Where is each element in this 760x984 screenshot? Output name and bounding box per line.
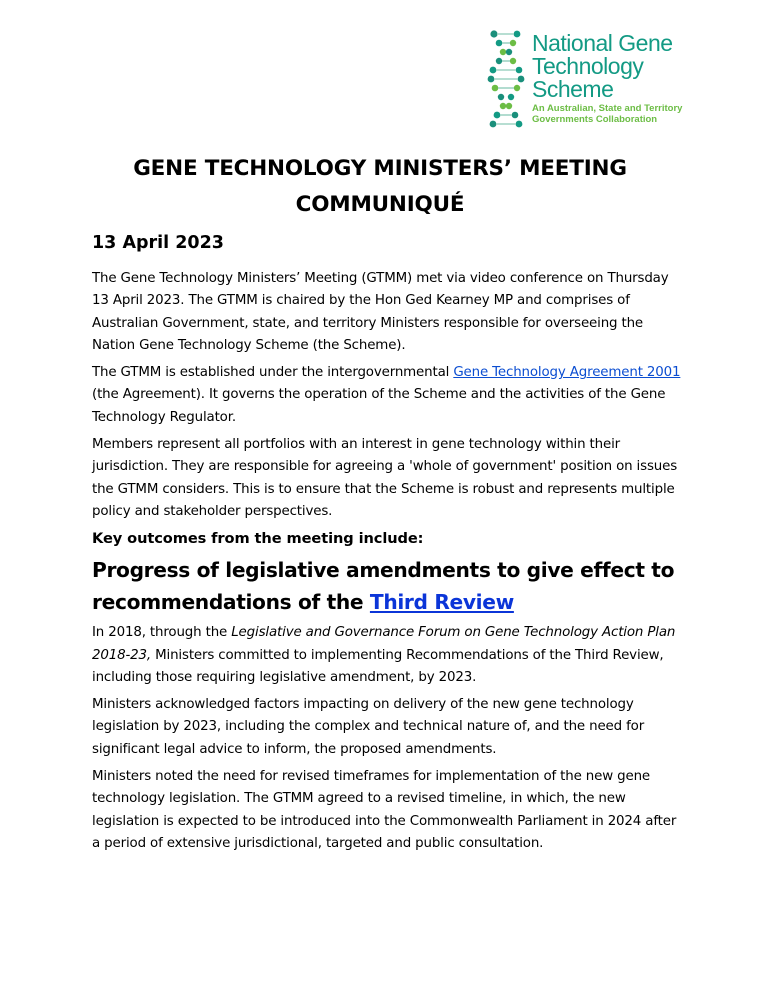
action-plan-title: Legislative and Governance Forum on Gene Technology Action Plan 2018-23,	[92, 625, 676, 663]
meeting-date: 13 April 2023	[92, 233, 224, 253]
section-paragraph-3: Ministers noted the need for revised timeframes for implementation of the new gene technology legislation. The GTMM agreed to a revised timeline, in which, the new legislation is expected to be introduced into the Commonwealth Parliament in 2024 after a period of extensive jurisdictional, targeted and public consultation.	[92, 769, 677, 851]
intro-paragraph-2	[92, 362, 682, 429]
intro-paragraph-2-text-b: (the Agreement). It governs the operation of the Scheme and the activities of the Gene Technology Regulator.	[92, 387, 666, 425]
intro-paragraph-1: The Gene Technology Ministers’ Meeting (GTMM) met via video conference on Thursday 13 April 2023. The GTMM is chaired by the Hon Ged Kearney MP and comprises of Australian Government, state, and territory Ministers responsible for overseeing the Nation Gene Technology Scheme (the Scheme).	[92, 271, 669, 353]
page-title	[90, 151, 670, 223]
logo-line-3: Scheme	[532, 76, 614, 102]
gene-technology-agreement-link[interactable]: Gene Technology Agreement 2001	[453, 365, 681, 381]
section-paragraph-1-text-b: Ministers committed to implementing Recommendations of the Third Review, including those requiring legislative amendment, by 2023.	[92, 647, 664, 685]
page-title-line-1: GENE TECHNOLOGY MINISTERS’ MEETING	[133, 156, 627, 181]
section-paragraph-1-text-a: In 2018, through the	[92, 625, 232, 641]
section-heading	[92, 554, 682, 618]
intro-paragraph-2-text-a: The GTMM is established under the intergovernmental	[92, 365, 454, 381]
logo-line-1: National Gene	[532, 30, 673, 56]
page-title-line-2: COMMUNIQUÉ	[295, 192, 465, 217]
dna-helix-icon	[486, 30, 526, 128]
section-paragraph-2: Ministers acknowledged factors impacting on delivery of the new gene technology legislation by 2023, including the complex and technical nature of, and the need for significant legal advice to inform, the proposed amendments.	[92, 697, 645, 757]
logo-wordmark	[532, 32, 722, 125]
scheme-logo	[486, 28, 716, 128]
logo-tagline-2: Governments Collaboration	[532, 113, 658, 125]
key-outcomes-heading: Key outcomes from the meeting include:	[92, 530, 424, 548]
section-heading-text: Progress of legislative amendments to give effect to recommendations of the	[92, 558, 675, 615]
logo-line-2: Technology	[532, 53, 644, 79]
intro-paragraph-3: Members represent all portfolios with an interest in gene technology within their jurisdiction. They are responsible for agreeing a 'whole of government' position on issues the GTMM considers. This is to ensure that the Scheme is robust and represents multiple policy and stakeholder perspectives.	[92, 437, 678, 519]
communique-body	[92, 268, 682, 860]
section-paragraph-1	[92, 622, 682, 689]
logo-tagline-1: An Australian, State and Territory	[532, 103, 683, 114]
logo-tagline	[532, 104, 722, 125]
third-review-link[interactable]: Third Review	[369, 590, 514, 615]
